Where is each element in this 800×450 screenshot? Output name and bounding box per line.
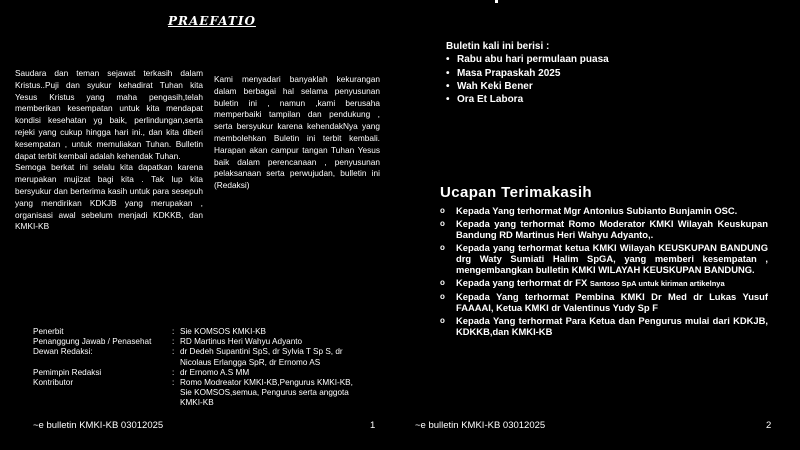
thanks-item: [438, 242, 768, 275]
editorial-credits: [33, 327, 360, 409]
circle-bullet-icon: o: [440, 316, 445, 325]
thanks-text: Kepada Yang terhormat Mgr Antonius Subianto Bunjamin OSC.: [456, 205, 738, 216]
preface-paragraph: Kami menyadari banyaklah kekurangan dalam berbagai hal selama penyusunan buletin ini , namun ,kami berusaha memperbaiki tampilan dan pendukung , serta bersyukur karena kehendakNya yang membolehkan Buletin ini terbit kembali. Harapan akan campur tangan Tuhan Yesus baik dalam perencanaan , penyusunan pelaksanaan serta perwujudan, bulletin ini (Redaksi): [214, 74, 380, 191]
page-footer: ~e bulletin KMKI-KB 03012025: [415, 420, 546, 431]
credit-value: dr Dedeh Supantini SpS, dr Sylvia T Sp S, dr Nicolaus Erlangga SpR, dr Ernomo AS: [180, 347, 343, 367]
thanks-text: Kepada Yang terhormat Para Ketua dan Pengurus mulai dari KDKJB, KDKKB,dan KMKI-KB: [456, 315, 768, 337]
thanks-item: [438, 205, 768, 216]
thanks-text: Kepada yang terhormat ketua KMKI Wilayah KEUSKUPAN BANDUNG drg Waty Sumiati Halim SpGA, yang memberi kesempatan , mengembangkan bulletin KMKI WILAYAH KEUSKUPAN BANDUNG.: [456, 242, 768, 275]
contents-item: • Wah Keki Bener: [446, 80, 609, 93]
credit-row: Pemimpin Redaksi : dr Ernomo A.S MM: [33, 368, 360, 378]
thanks-text: Kepada yang terhormat dr FX: [456, 277, 590, 288]
thanks-item: [438, 291, 768, 313]
thanks-text: Kepada Yang terhormat Pembina KMKI Dr Med dr Lukas Yusuf FAAAAI, Ketua KMKI dr Valentinus Yudy Sp F: [456, 291, 768, 313]
thanks-list-box: [438, 205, 768, 339]
credit-row: Dewan Redaksi: : dr Dedeh Supantini SpS, dr Sylvia T Sp S, dr Nicolaus Erlangga SpR, dr Ernomo AS: [33, 347, 360, 367]
circle-bullet-icon: o: [440, 278, 445, 287]
thanks-text-small: Santoso SpA untuk kiriman artikelnya: [589, 279, 725, 288]
thanks-heading: Ucapan Terimakasih: [440, 184, 592, 201]
credit-label: Pemimpin Redaksi: [33, 367, 102, 377]
contents-box: [446, 40, 609, 106]
thanks-text: Kepada yang terhormat Romo Moderator KMKI Wilayah Keuskupan Bandung RD Martinus Heri Wahyu Adyanto,.: [456, 218, 768, 240]
thanks-item: [438, 277, 768, 289]
credit-label: Penerbit: [33, 327, 64, 336]
top-marker: [495, 0, 498, 3]
contents-title: Buletin kali ini berisi :: [446, 41, 550, 52]
credit-row: Penerbit : Sie KOMSOS KMKI-KB: [33, 327, 360, 337]
thanks-item: [438, 315, 768, 337]
thanks-list: [438, 205, 768, 337]
circle-bullet-icon: o: [440, 219, 445, 228]
preface-column-2: [214, 74, 380, 192]
credit-label: Kontributor: [33, 378, 74, 388]
credit-value: RD Martinus Heri Wahyu Adyanto: [180, 337, 303, 347]
circle-bullet-icon: o: [440, 243, 445, 252]
preface-paragraph: Saudara dan teman sejawat terkasih dalam Kristus..Puji dan syukur kehadirat Tuhan kita Yesus Kristus yang maha pengasih,telah memberikan kesempatan untuk kita mendapat kondisi kesehatan yg baik, perlindungan,serta rejeki yang cukup hingga hari ini., dan kita diberi kesempatan , untuk memuliakan Tuhan. Bulletin dapat terbit kembali adalah kehendak Tuhan.: [15, 68, 203, 161]
contents-list: [446, 53, 609, 106]
credit-value: Sie KOMSOS KMKI-KB: [180, 327, 266, 336]
contents-item: • Ora Et Labora: [446, 93, 609, 106]
credit-label: Penanggung Jawab / Penasehat: [33, 337, 152, 347]
page-number: 2: [766, 420, 772, 431]
circle-bullet-icon: o: [440, 292, 445, 301]
credit-value: Romo Modreator KMKI-KB,Pengurus KMKI-KB, Sie KOMSOS,semua, Pengurus serta anggota KMKI-KB: [180, 378, 353, 408]
page-title: PRAEFATIO: [168, 14, 256, 28]
credit-row: Kontributor : Romo Modreator KMKI-KB,Pengurus KMKI-KB, Sie KOMSOS,semua, Pengurus serta anggota KMKI-KB: [33, 378, 360, 409]
preface-column-1: [15, 68, 203, 233]
contents-item: • Masa Prapaskah 2025: [446, 67, 609, 80]
preface-paragraph: Semoga berkat ini selalu kita dapatkan karena merupakan mujizat bagi kita . Tak lup kita bersyukur dan berterima kasih untuk para sesepuh yang mendirikan KDKJB yang merupakan , organisasi awal sebelum menjadi KDKKB, dan KMKI-KB: [15, 162, 203, 232]
page-number: 1: [370, 420, 376, 431]
contents-item: • Rabu abu hari permulaan puasa: [446, 53, 609, 66]
page-footer: ~e bulletin KMKI-KB 03012025: [33, 420, 164, 431]
credit-label: Dewan Redaksi:: [33, 347, 93, 357]
thanks-item: [438, 218, 768, 240]
credit-value: dr Ernomo A.S MM: [180, 367, 250, 377]
credit-row: Penanggung Jawab / Penasehat : RD Martinus Heri Wahyu Adyanto: [33, 337, 360, 347]
circle-bullet-icon: o: [440, 206, 445, 215]
